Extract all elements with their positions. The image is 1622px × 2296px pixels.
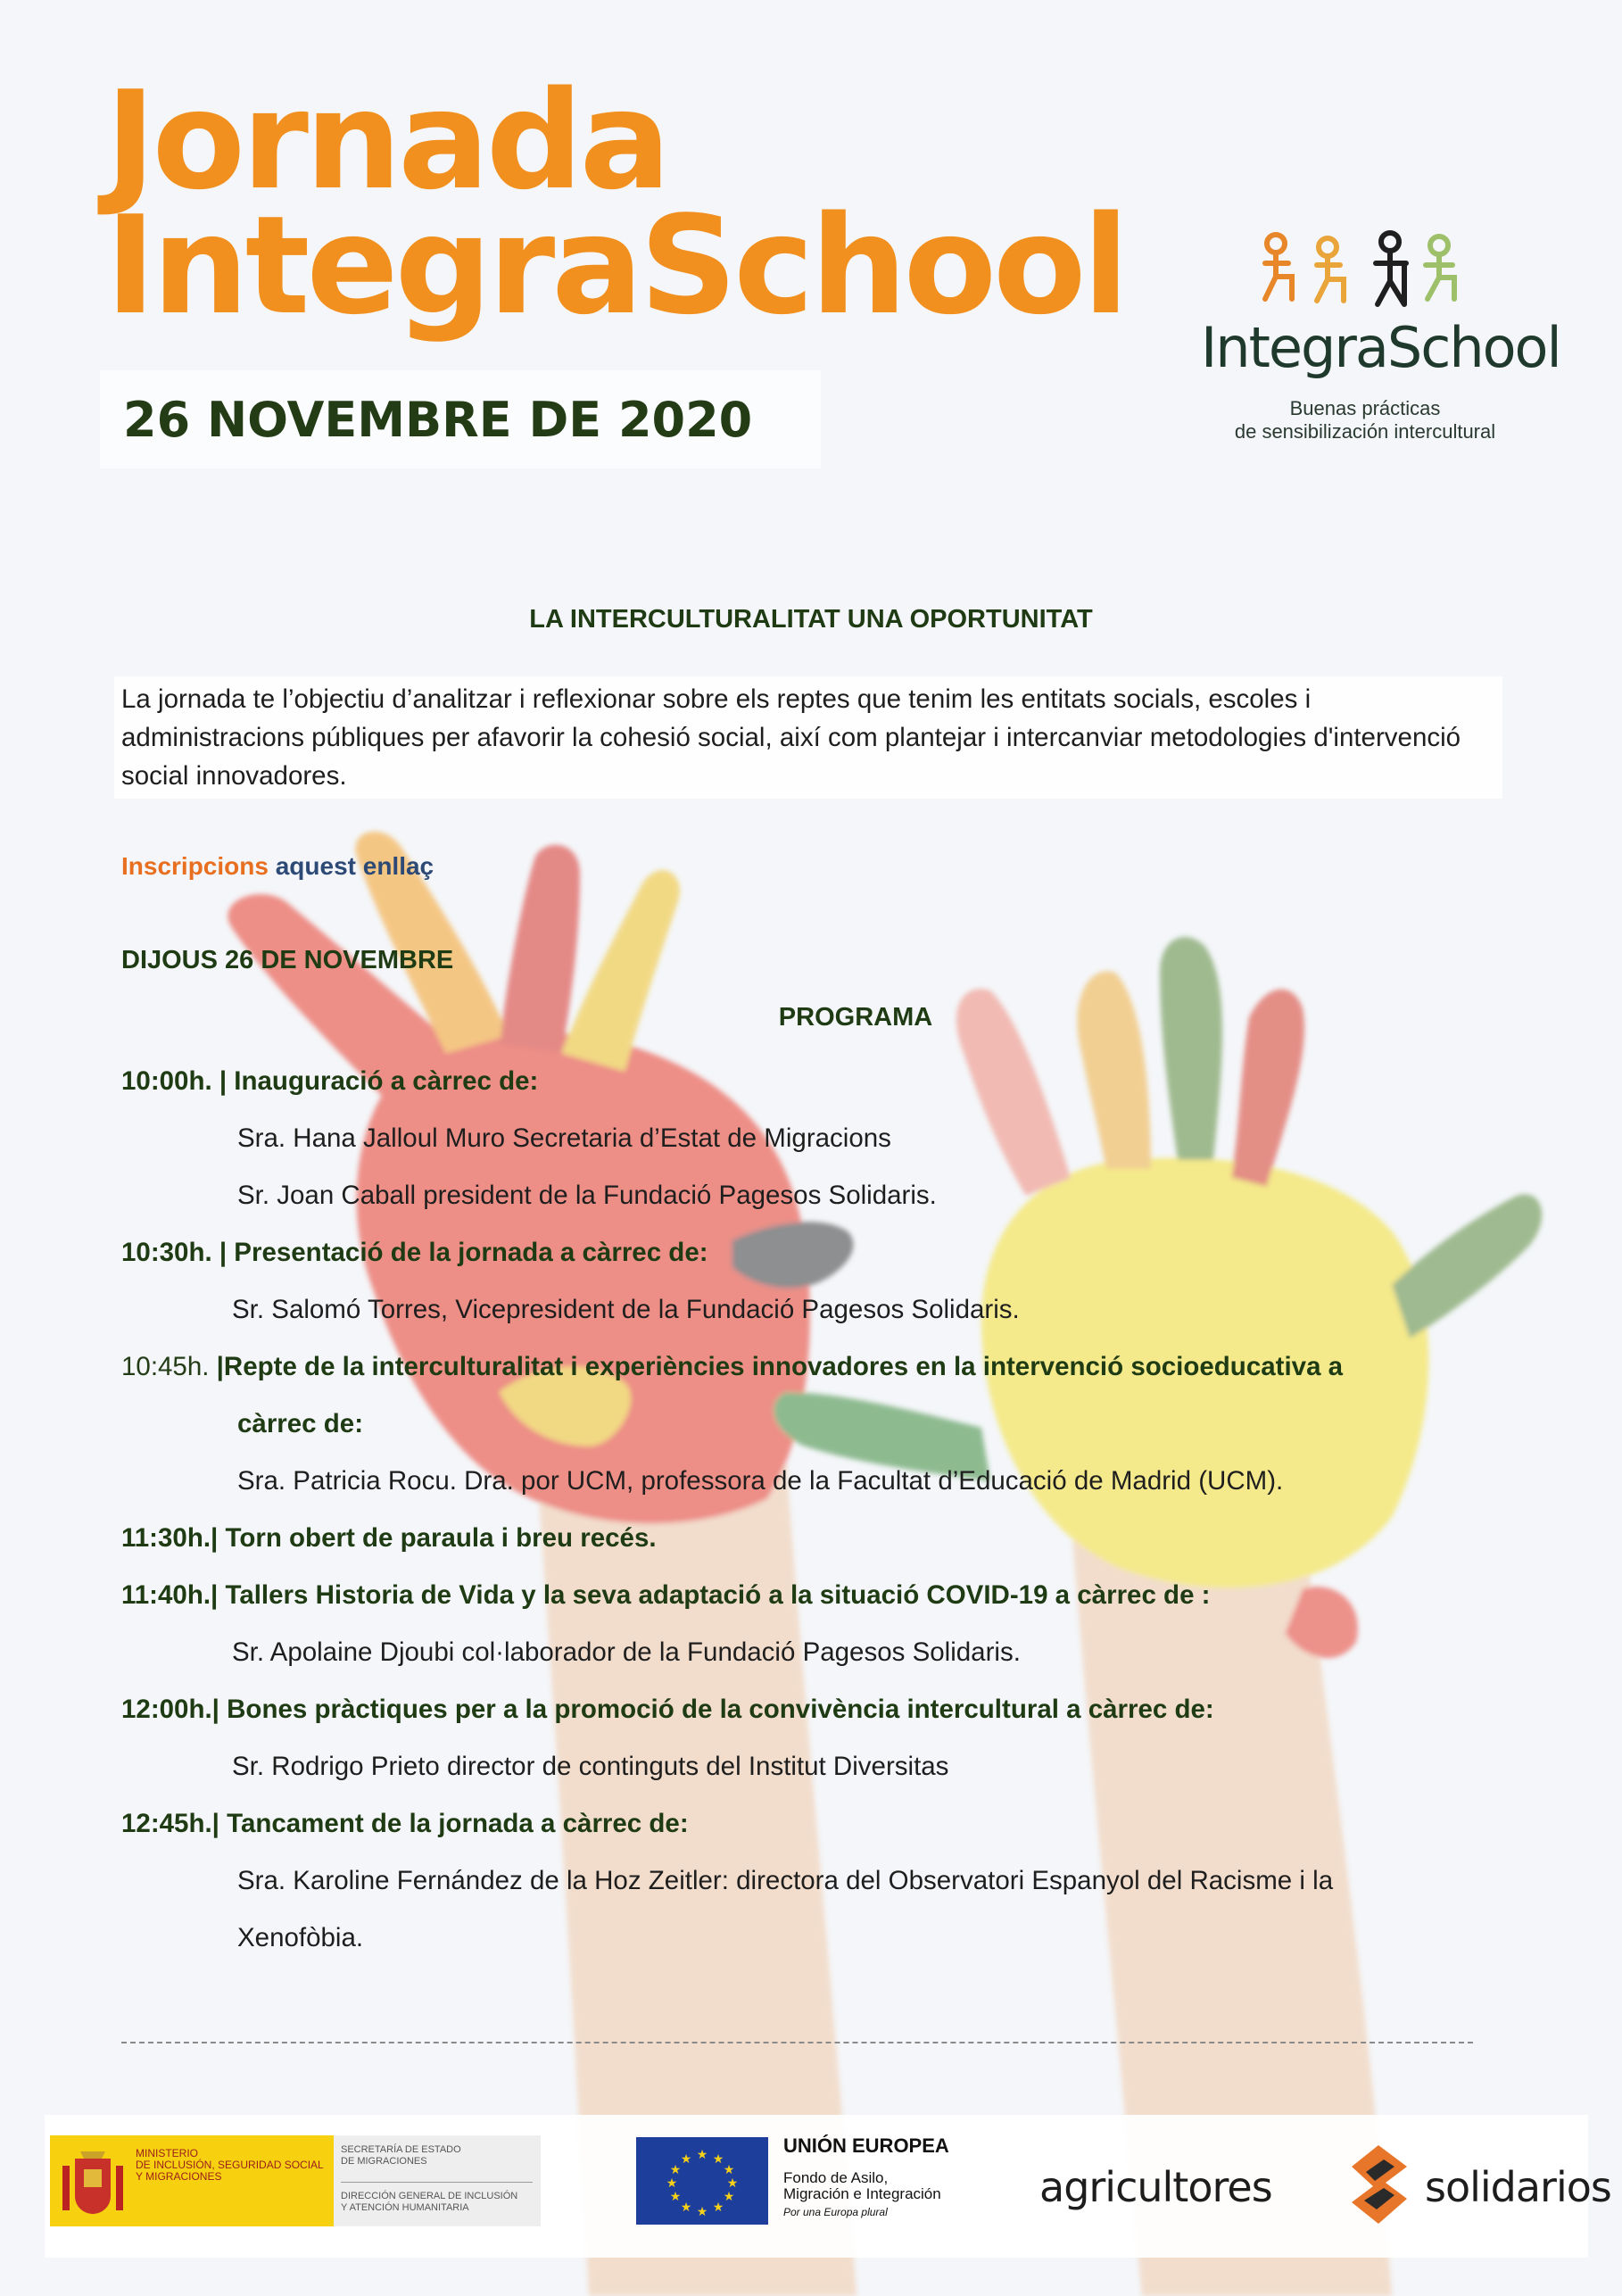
program-item-title-split xyxy=(121,1339,1513,1396)
svg-text:★: ★ xyxy=(680,2152,692,2167)
program-item-title: 11:40h.| Tallers Historia de Vida y la seva adaptació a la situació COVID-19 a càrrec de : xyxy=(121,1580,1211,1610)
event-date: 26 NOVEMBRE DE 2020 xyxy=(123,392,753,448)
secretariat-line-1: SECRETARÍA DE ESTADO xyxy=(341,2144,461,2155)
secretariat-name xyxy=(341,2144,461,2168)
program-item-speaker: Sra. Patricia Rocu. Dra. por UCM, professora de la Facultat d’Educació de Madrid (UCM). xyxy=(237,1466,1284,1496)
program-item-speaker: Sra. Karoline Fernández de la Hoz Zeitler: directora del Observatori Espanyol del Racisme i la xyxy=(237,1866,1334,1895)
partner-word-2: solidarios xyxy=(1425,2163,1611,2211)
partner-word-1: agricultores xyxy=(1039,2163,1272,2211)
section-heading: LA INTERCULTURALITAT UNA OPORTUNITAT xyxy=(529,605,1093,634)
svg-text:★: ★ xyxy=(723,2190,735,2204)
svg-text:★: ★ xyxy=(666,2176,678,2191)
eu-fund xyxy=(783,2170,941,2202)
program-item-title: 11:30h.| Torn obert de paraula i breu recés. xyxy=(121,1523,657,1553)
eu-title: UNIÓN EUROPEA xyxy=(783,2134,949,2157)
program-item-title: 10:30h. | Presentació de la jornada a càrrec de: xyxy=(121,1238,708,1267)
svg-text:★: ★ xyxy=(726,2176,739,2191)
registration-link[interactable]: aquest enllaç xyxy=(275,852,434,880)
program-heading: PROGRAMA xyxy=(778,1003,933,1032)
registration-line xyxy=(121,852,434,881)
program-item-speaker: Sr. Apolaine Djoubi col·laborador de la Fundació Pagesos Solidaris. xyxy=(232,1637,1021,1667)
svg-text:★: ★ xyxy=(723,2163,735,2177)
ministry-line-2: DE INCLUSIÓN, SEGURIDAD SOCIAL xyxy=(136,2159,324,2171)
svg-text:★: ★ xyxy=(696,2148,708,2162)
secretariat-panel xyxy=(334,2135,541,2226)
eu-tagline: Por una Europa plural xyxy=(783,2206,888,2218)
eu-fund-line-1: Fondo de Asilo, xyxy=(783,2169,889,2186)
program-item-speaker: Sr. Salomó Torres, Vicepresident de la Fundació Pagesos Solidaris. xyxy=(232,1295,1020,1324)
program-item-speaker: Sra. Hana Jalloul Muro Secretaria d’Estat de Migracions xyxy=(237,1123,891,1153)
program-item-title: 12:00h.| Bones pràctiques per a la promoció de la convivència intercultural a càrrec de: xyxy=(121,1695,1214,1724)
title-line-2: IntegraSchool xyxy=(105,186,1126,344)
svg-text:★: ★ xyxy=(712,2152,724,2167)
directorate-line-2: Y ATENCIÓN HUMANITARIA xyxy=(341,2202,469,2213)
secretariat-line-2: DE MIGRACIONES xyxy=(341,2156,427,2167)
spain-coat-of-arms-icon xyxy=(59,2146,127,2217)
program-item-speaker-continued: Xenofòbia. xyxy=(237,1923,364,1952)
ministry-logo xyxy=(50,2135,538,2226)
eu-flag-icon xyxy=(636,2137,768,2225)
program-item-speaker: Sr. Rodrigo Prieto director de continguts del Institut Diversitas xyxy=(232,1752,949,1781)
sponsor-footer xyxy=(45,2115,1611,2258)
day-heading: DIJOUS 26 DE NOVEMBRE xyxy=(121,946,454,974)
dashed-divider xyxy=(121,2042,1473,2043)
svg-text:★: ★ xyxy=(712,2201,724,2215)
logo-wordmark: IntegraSchool xyxy=(1201,315,1560,380)
ministry-line-3: Y MIGRACIONES xyxy=(136,2170,222,2183)
event-title xyxy=(105,62,1126,344)
children-figures-icon xyxy=(1256,228,1470,317)
registration-label: Inscripcions xyxy=(121,852,269,880)
svg-text:★: ★ xyxy=(696,2205,708,2219)
program-item-title-continued: càrrec de: xyxy=(237,1409,364,1438)
directorate-line-1: DIRECCIÓN GENERAL DE INCLUSIÓN xyxy=(341,2191,518,2201)
svg-text:★: ★ xyxy=(680,2201,692,2215)
ministry-line-1: MINISTERIO xyxy=(136,2147,199,2159)
secretariat-divider xyxy=(341,2182,533,2183)
program-item-title: |Repte de la interculturalitat i experiències innovadores en la intervenció socioeducativa a xyxy=(216,1352,1344,1381)
program-list xyxy=(121,1053,1513,1967)
program-item-title: 12:45h.| Tancament de la jornada a càrrec de: xyxy=(121,1809,689,1838)
ministry-panel xyxy=(50,2135,334,2226)
integraschool-logo xyxy=(1187,228,1560,451)
svg-text:★: ★ xyxy=(669,2163,682,2177)
date-box xyxy=(100,370,821,468)
intro-paragraph: La jornada te l’objectiu d’analitzar i reflexionar sobre els reptes que tenim les entitats socials, escoles i administracions públiques per afavorir la cohesió social, així com plantejar i intercanviar metodologies d'intervenció social innovadores. xyxy=(114,676,1502,799)
program-item-time: 10:45h. xyxy=(121,1352,210,1381)
eu-stars-icon xyxy=(636,2137,768,2225)
eu-fund-line-2: Migración e Integración xyxy=(783,2185,941,2202)
title-line-1: Jornada xyxy=(105,62,668,220)
directorate-name xyxy=(341,2191,517,2214)
partner-s-mark-icon xyxy=(1345,2142,1414,2231)
ministry-name xyxy=(136,2148,324,2183)
logo-tagline xyxy=(1187,397,1543,443)
program-item-speaker: Sr. Joan Caball president de la Fundació Pagesos Solidaris. xyxy=(237,1181,937,1210)
logo-tagline-line-2: de sensibilización intercultural xyxy=(1234,420,1496,443)
logo-tagline-line-1: Buenas prácticas xyxy=(1289,397,1441,419)
program-item-title: 10:00h. | Inauguració a càrrec de: xyxy=(121,1066,539,1096)
svg-text:★: ★ xyxy=(669,2190,682,2204)
